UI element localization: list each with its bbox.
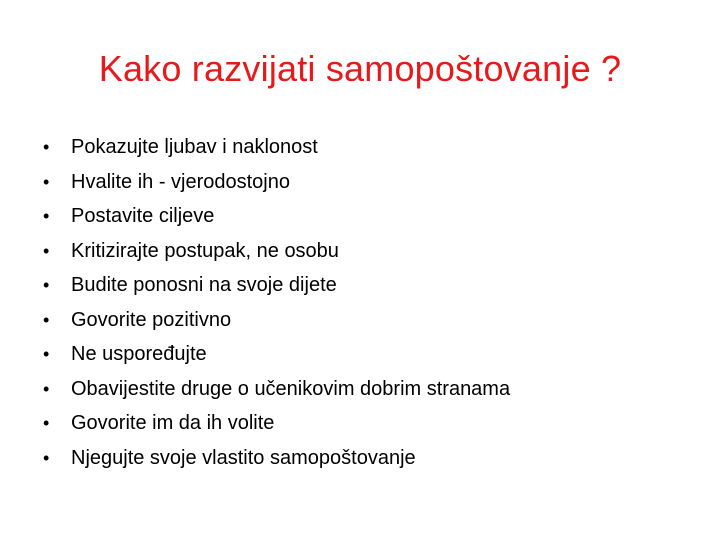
bullet-icon: • <box>43 206 50 226</box>
list-item <box>43 372 683 407</box>
list-item-text: Budite ponosni na svoje dijete <box>71 274 337 296</box>
bullet-icon: • <box>43 309 50 330</box>
bullet-icon: • <box>43 344 50 364</box>
list-item <box>43 234 683 269</box>
list-item-text: Postavite ciljeve <box>71 205 215 227</box>
bullet-icon: • <box>43 413 50 433</box>
list-item <box>43 165 683 200</box>
list-item-text: Njegujte svoje vlastito samopoštovanje <box>71 446 416 469</box>
list-item-text: Hvalite ih - vjerodostojno <box>71 170 290 193</box>
bullet-icon: • <box>43 447 50 468</box>
bullet-icon: • <box>43 378 50 399</box>
list-item <box>43 199 683 234</box>
list-item-text: Govorite pozitivno <box>71 308 232 331</box>
bullet-icon: • <box>43 240 50 261</box>
bullet-list <box>43 130 683 475</box>
list-item <box>43 441 683 476</box>
list-item <box>43 337 683 372</box>
bullet-icon: • <box>43 137 50 157</box>
list-item <box>43 303 683 338</box>
list-item-text: Ne uspoređujte <box>71 343 207 365</box>
list-item <box>43 130 683 165</box>
slide-title: Kako razvijati samopoštovanje ? <box>98 48 622 89</box>
list-item-text: Govorite im da ih volite <box>71 412 275 434</box>
bullet-icon: • <box>43 275 50 295</box>
list-item <box>43 406 683 441</box>
list-item <box>43 268 683 303</box>
bullet-icon: • <box>43 171 50 192</box>
list-item-text: Kritizirajte postupak, ne osobu <box>71 239 339 262</box>
list-item-text: Obavijestite druge o učenikovim dobrim stranama <box>71 377 511 400</box>
list-item-text: Pokazujte ljubav i naklonost <box>71 136 318 158</box>
